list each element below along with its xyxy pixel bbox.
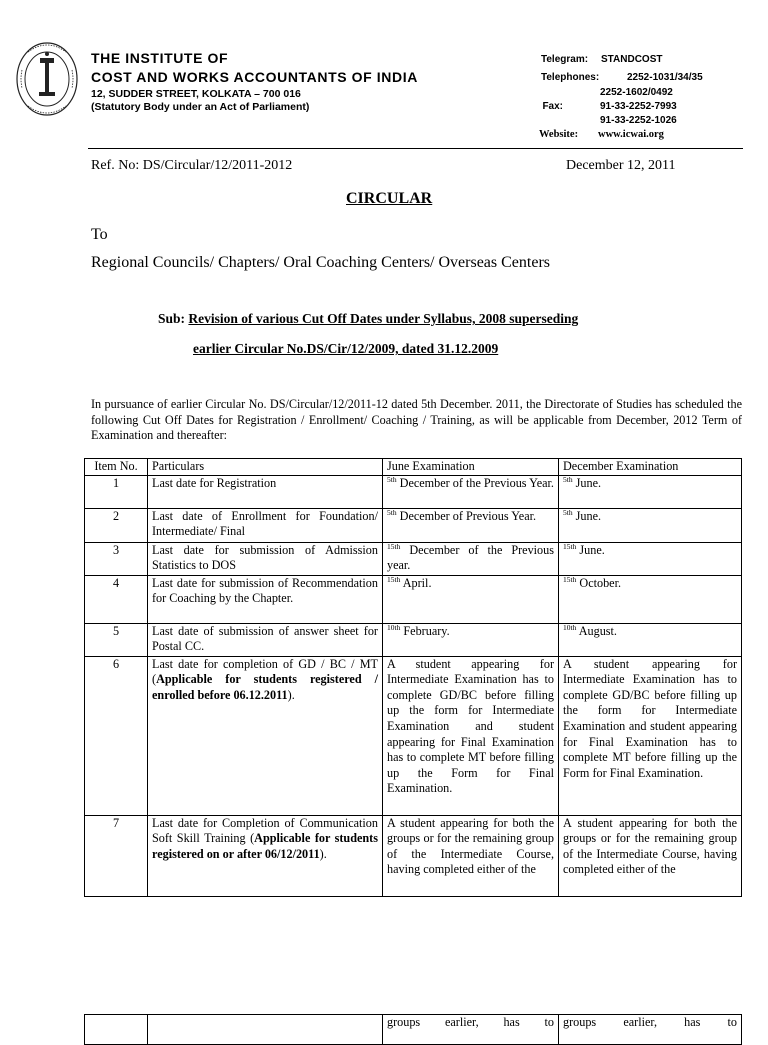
table-row [85,623,742,656]
december-text: June. [576,542,605,557]
fax-line1: 91-33-2252-7993 [600,101,677,112]
institute-seal-logo [14,40,80,118]
particulars-close: ). [319,846,327,861]
item-no: 1 [85,475,148,508]
june-date: A student appearing for both the groups or for the remaining group of the Intermediate Course, having completed either of the [383,815,559,896]
december-date: $^{5th}$ June. [559,475,742,508]
particulars: Last date for Registration [148,475,383,508]
institute-name-line2: COST AND WORKS ACCOUNTANTS OF INDIA [91,69,418,85]
letterhead-divider [88,148,743,149]
table-row [85,542,742,575]
telephones-label: Telephones: [541,72,600,83]
header-december: December Examination [559,459,742,476]
item-no: 5 [85,623,148,656]
june-date: $^{15th}$ April. [383,575,559,623]
june-text: December of the Previous year. [387,542,554,573]
particulars: Last date for submission of Admission Statistics to DOS [148,542,383,575]
june-text: December of Previous Year. [396,508,537,523]
cut-off-dates-table [84,458,742,897]
table-row [85,575,742,623]
june-date: $^{10th}$ February. [383,623,559,656]
table-row [85,656,742,815]
particulars [148,656,383,815]
subject-line1 [158,311,578,327]
december-ordinal: 5 [563,474,567,484]
june-date: A student appearing for Intermediate Examination has to complete GD/BC before filling up the form for Intermediate Examination and student appearing for Final Examination has to complete MT before filling up the Form for Final Examination. [383,656,559,815]
particulars [148,1015,383,1045]
header-particulars: Particulars [148,459,383,476]
subject-text-1: Revision of various Cut Off Dates under Syllabus, 2008 superseding [188,311,579,326]
circular-heading: CIRCULAR [346,190,433,207]
june-text: April. [400,575,432,590]
subject-line2: earlier Circular No.DS/Cir/12/2009, dated 31.12.2009 [193,341,499,356]
december-text: June. [572,508,602,523]
particulars-applicability: Applicable for students registered / enrolled before 06.12.2011 [152,672,378,702]
december-date: $^{15th}$ June. [559,542,742,575]
reference-number: Ref. No: DS/Circular/12/2011-2012 [91,158,293,173]
particulars-applicability: Applicable for students registered on or after 06/12/2011 [152,831,378,861]
institute-address: 12, SUDDER STREET, KOLKATA – 700 016 [91,88,301,100]
header-item-no: Item No. [85,459,148,476]
item-no: 2 [85,508,148,542]
item-no: 3 [85,542,148,575]
table-row [85,815,742,896]
particulars-text: Last date for completion of GD / BC / MT ( [152,656,378,687]
telephones-line2: 2252-1602/0492 [600,87,673,98]
table-row [85,475,742,508]
december-date: $^{5th}$ June. [559,508,742,542]
december-ordinal: 15 [563,574,571,584]
website-label: Website: [539,129,579,140]
december-date: A student appearing for both the groups or for the remaining group of the Intermediate Course, having completed either of the [559,815,742,896]
december-ordinal: 10 [563,622,571,632]
june-text: February. [400,623,450,638]
telegram-label: Telegram: [541,54,589,65]
december-text: October. [576,575,622,590]
particulars: Last date of submission of answer sheet for Postal CC. [148,623,383,656]
june-date: groups earlier, has to [383,1015,559,1045]
december-text: June. [572,475,602,490]
subject-prefix: Sub: [158,311,186,326]
recipients: Regional Councils/ Chapters/ Oral Coaching Centers/ Overseas Centers [91,254,551,271]
june-ordinal: 10 [387,622,395,632]
institute-name-line1: THE INSTITUTE OF [91,50,229,66]
website-value: www.icwai.org [598,129,664,140]
particulars: Last date of Enrollment for Foundation/ Intermediate/ Final [148,508,383,542]
circular-date: December 12, 2011 [566,158,676,173]
june-ordinal: 5 [387,507,391,517]
particulars-close: ). [287,687,295,702]
continued-table [84,1014,742,1045]
particulars [148,815,383,896]
table-row [85,1015,742,1045]
june-date: $^{15th}$ December of the Previous year. [383,542,559,575]
fax-label: Fax: [542,101,563,112]
table-row [85,508,742,542]
june-date: $^{5th}$ December of Previous Year. [383,508,559,542]
telephones-line1: 2252-1031/34/35 [627,72,703,83]
particulars-text: Last date for Completion of Communication Soft Skill Training ( [152,815,378,846]
header-june: June Examination [383,459,559,476]
item-no: 7 [85,815,148,896]
december-date: A student appearing for Intermediate Examination has to complete GD/BC before filling up the form for Intermediate Examination and student appearing for Final Examination has to complete MT before filling up the Form for Final Examination. [559,656,742,815]
december-text: August. [576,623,617,638]
particulars: Last date for submission of Recommendation for Coaching by the Chapter. [148,575,383,623]
december-date: groups earlier, has to [559,1015,742,1045]
june-ordinal: 5 [387,474,391,484]
institute-status: (Statutory Body under an Act of Parliament) [91,101,310,113]
fax-line2: 91-33-2252-1026 [600,115,677,126]
december-date: $^{10th}$ August. [559,623,742,656]
december-ordinal: 15 [563,541,571,551]
december-date: $^{15th}$ October. [559,575,742,623]
intro-paragraph: In pursuance of earlier Circular No. DS/Circular/12/2011-12 dated 5th December. 2011, the Directorate of Studies has scheduled the following Cut Off Dates for Registration / Enrollment/ Coaching / Training, as will be applicable from December, 2012 Term of Examination and thereafter: [91,397,742,442]
december-ordinal: 5 [563,507,567,517]
item-no: 4 [85,575,148,623]
june-text: December of the Previous Year. [396,475,554,490]
june-ordinal: 15 [387,574,395,584]
june-date: $^{5th}$ December of the Previous Year. [383,475,559,508]
table-header-row [85,459,742,476]
telegram-value: STANDCOST [601,54,663,65]
item-no [85,1015,148,1045]
june-ordinal: 15 [387,541,395,551]
to-line: To [91,226,108,243]
item-no: 6 [85,656,148,815]
